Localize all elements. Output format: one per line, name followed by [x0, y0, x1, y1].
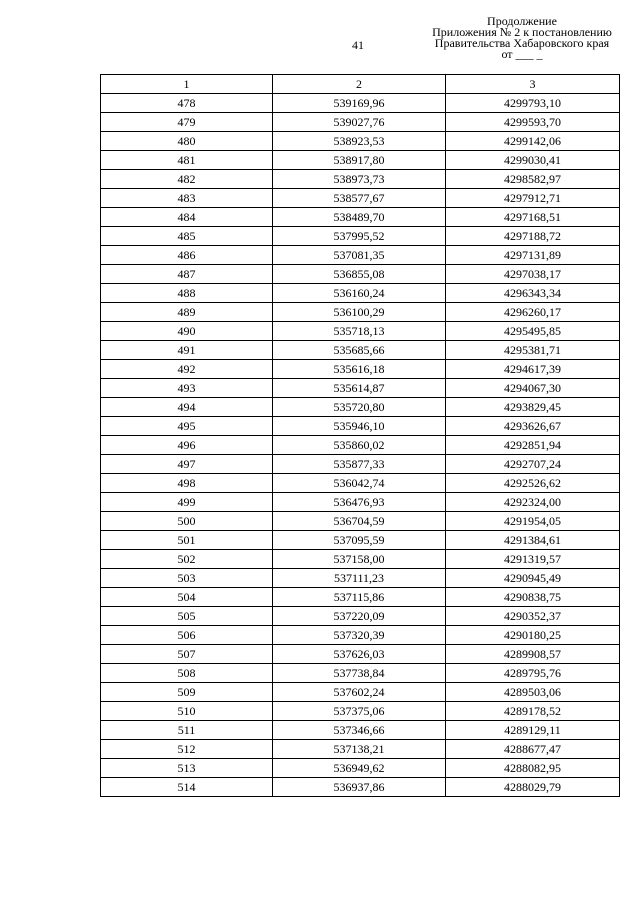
x-coordinate-cell: 537346,66	[273, 721, 446, 740]
x-coordinate-cell: 535614,87	[273, 379, 446, 398]
point-number-cell: 511	[101, 721, 273, 740]
point-number-cell: 508	[101, 664, 273, 683]
point-number-cell: 479	[101, 113, 273, 132]
x-coordinate-cell: 537602,24	[273, 683, 446, 702]
table-row	[101, 265, 620, 284]
point-number-cell: 487	[101, 265, 273, 284]
x-coordinate-cell: 535616,18	[273, 360, 446, 379]
point-number-cell: 494	[101, 398, 273, 417]
y-coordinate-cell: 4293829,45	[446, 398, 620, 417]
y-coordinate-cell: 4290352,37	[446, 607, 620, 626]
coordinates-table	[100, 74, 620, 797]
y-coordinate-cell: 4288029,79	[446, 778, 620, 797]
table-row	[101, 721, 620, 740]
column-header-2: 2	[273, 75, 446, 94]
point-number-cell: 513	[101, 759, 273, 778]
y-coordinate-cell: 4291384,61	[446, 531, 620, 550]
y-coordinate-cell: 4289129,11	[446, 721, 620, 740]
point-number-cell: 502	[101, 550, 273, 569]
point-number-cell: 497	[101, 455, 273, 474]
y-coordinate-cell: 4299142,06	[446, 132, 620, 151]
point-number-cell: 501	[101, 531, 273, 550]
point-number-cell: 492	[101, 360, 273, 379]
point-number-cell: 498	[101, 474, 273, 493]
y-coordinate-cell: 4292324,00	[446, 493, 620, 512]
point-number-cell: 486	[101, 246, 273, 265]
table-row	[101, 341, 620, 360]
table-row	[101, 550, 620, 569]
table-row	[101, 360, 620, 379]
x-coordinate-cell: 538577,67	[273, 189, 446, 208]
y-coordinate-cell: 4290945,49	[446, 569, 620, 588]
header-date: от ___ _	[501, 47, 543, 61]
header-appendix: Приложения № 2 к постановлению	[432, 25, 612, 39]
point-number-cell: 488	[101, 284, 273, 303]
y-coordinate-cell: 4289908,57	[446, 645, 620, 664]
point-number-cell: 491	[101, 341, 273, 360]
point-number-cell: 483	[101, 189, 273, 208]
y-coordinate-cell: 4294067,30	[446, 379, 620, 398]
table-row	[101, 778, 620, 797]
x-coordinate-cell: 536042,74	[273, 474, 446, 493]
point-number-cell: 510	[101, 702, 273, 721]
table-row	[101, 417, 620, 436]
point-number-cell: 481	[101, 151, 273, 170]
y-coordinate-cell: 4289503,06	[446, 683, 620, 702]
y-coordinate-cell: 4291319,57	[446, 550, 620, 569]
table-row	[101, 740, 620, 759]
x-coordinate-cell: 536704,59	[273, 512, 446, 531]
point-number-cell: 514	[101, 778, 273, 797]
point-number-cell: 480	[101, 132, 273, 151]
table-header-row	[101, 75, 620, 94]
point-number-cell: 478	[101, 94, 273, 113]
point-number-cell: 507	[101, 645, 273, 664]
x-coordinate-cell: 537095,59	[273, 531, 446, 550]
table-row	[101, 512, 620, 531]
table-row	[101, 436, 620, 455]
x-coordinate-cell: 536937,86	[273, 778, 446, 797]
y-coordinate-cell: 4299030,41	[446, 151, 620, 170]
table-row	[101, 284, 620, 303]
point-number-cell: 504	[101, 588, 273, 607]
table-row	[101, 113, 620, 132]
table-row	[101, 664, 620, 683]
x-coordinate-cell: 539027,76	[273, 113, 446, 132]
x-coordinate-cell: 537375,06	[273, 702, 446, 721]
x-coordinate-cell: 536855,08	[273, 265, 446, 284]
y-coordinate-cell: 4297038,17	[446, 265, 620, 284]
y-coordinate-cell: 4290838,75	[446, 588, 620, 607]
point-number-cell: 482	[101, 170, 273, 189]
y-coordinate-cell: 4293626,67	[446, 417, 620, 436]
table-row	[101, 607, 620, 626]
table-row	[101, 626, 620, 645]
x-coordinate-cell: 537111,23	[273, 569, 446, 588]
x-coordinate-cell: 536160,24	[273, 284, 446, 303]
x-coordinate-cell: 537081,35	[273, 246, 446, 265]
x-coordinate-cell: 538917,80	[273, 151, 446, 170]
y-coordinate-cell: 4297168,51	[446, 208, 620, 227]
x-coordinate-cell: 537626,03	[273, 645, 446, 664]
y-coordinate-cell: 4298582,97	[446, 170, 620, 189]
point-number-cell: 484	[101, 208, 273, 227]
table-row	[101, 246, 620, 265]
table-row	[101, 151, 620, 170]
x-coordinate-cell: 538973,73	[273, 170, 446, 189]
table-body	[101, 94, 620, 797]
x-coordinate-cell: 538923,53	[273, 132, 446, 151]
x-coordinate-cell: 536476,93	[273, 493, 446, 512]
table-row	[101, 94, 620, 113]
point-number-cell: 495	[101, 417, 273, 436]
table-row	[101, 132, 620, 151]
table-row	[101, 645, 620, 664]
table-row	[101, 189, 620, 208]
point-number-cell: 496	[101, 436, 273, 455]
point-number-cell: 493	[101, 379, 273, 398]
header-continuation: Продолжение	[487, 14, 557, 28]
x-coordinate-cell: 539169,96	[273, 94, 446, 113]
y-coordinate-cell: 4291954,05	[446, 512, 620, 531]
x-coordinate-cell: 535860,02	[273, 436, 446, 455]
x-coordinate-cell: 537220,09	[273, 607, 446, 626]
table-row	[101, 588, 620, 607]
point-number-cell: 499	[101, 493, 273, 512]
y-coordinate-cell: 4297188,72	[446, 227, 620, 246]
table-row	[101, 759, 620, 778]
table-row	[101, 702, 620, 721]
y-coordinate-cell: 4289178,52	[446, 702, 620, 721]
table-row	[101, 379, 620, 398]
x-coordinate-cell: 537738,84	[273, 664, 446, 683]
x-coordinate-cell: 537115,86	[273, 588, 446, 607]
table-row	[101, 531, 620, 550]
x-coordinate-cell: 537995,52	[273, 227, 446, 246]
table-row	[101, 569, 620, 588]
table-row	[101, 493, 620, 512]
x-coordinate-cell: 536949,62	[273, 759, 446, 778]
point-number-cell: 503	[101, 569, 273, 588]
point-number-cell: 489	[101, 303, 273, 322]
page-number: 41	[352, 38, 364, 52]
header-government: Правительства Хабаровского края	[434, 36, 610, 50]
column-header-3: 3	[446, 75, 620, 94]
y-coordinate-cell: 4295381,71	[446, 341, 620, 360]
y-coordinate-cell: 4297912,71	[446, 189, 620, 208]
y-coordinate-cell: 4290180,25	[446, 626, 620, 645]
table-row	[101, 398, 620, 417]
table-row	[101, 208, 620, 227]
point-number-cell: 500	[101, 512, 273, 531]
x-coordinate-cell: 535685,66	[273, 341, 446, 360]
table-row	[101, 683, 620, 702]
point-number-cell: 509	[101, 683, 273, 702]
x-coordinate-cell: 537158,00	[273, 550, 446, 569]
column-header-1: 1	[101, 75, 273, 94]
point-number-cell: 506	[101, 626, 273, 645]
x-coordinate-cell: 537138,21	[273, 740, 446, 759]
document-header	[420, 16, 624, 60]
y-coordinate-cell: 4288082,95	[446, 759, 620, 778]
point-number-cell: 485	[101, 227, 273, 246]
y-coordinate-cell: 4295495,85	[446, 322, 620, 341]
table-row	[101, 303, 620, 322]
y-coordinate-cell: 4292707,24	[446, 455, 620, 474]
x-coordinate-cell: 537320,39	[273, 626, 446, 645]
table-row	[101, 227, 620, 246]
point-number-cell: 512	[101, 740, 273, 759]
table-row	[101, 322, 620, 341]
y-coordinate-cell: 4299593,70	[446, 113, 620, 132]
y-coordinate-cell: 4294617,39	[446, 360, 620, 379]
y-coordinate-cell: 4296343,34	[446, 284, 620, 303]
x-coordinate-cell: 535877,33	[273, 455, 446, 474]
x-coordinate-cell: 536100,29	[273, 303, 446, 322]
table-row	[101, 170, 620, 189]
y-coordinate-cell: 4299793,10	[446, 94, 620, 113]
y-coordinate-cell: 4296260,17	[446, 303, 620, 322]
x-coordinate-cell: 535718,13	[273, 322, 446, 341]
x-coordinate-cell: 535720,80	[273, 398, 446, 417]
table-row	[101, 474, 620, 493]
x-coordinate-cell: 535946,10	[273, 417, 446, 436]
y-coordinate-cell: 4289795,76	[446, 664, 620, 683]
y-coordinate-cell: 4297131,89	[446, 246, 620, 265]
x-coordinate-cell: 538489,70	[273, 208, 446, 227]
y-coordinate-cell: 4292526,62	[446, 474, 620, 493]
point-number-cell: 505	[101, 607, 273, 626]
y-coordinate-cell: 4288677,47	[446, 740, 620, 759]
table-row	[101, 455, 620, 474]
y-coordinate-cell: 4292851,94	[446, 436, 620, 455]
point-number-cell: 490	[101, 322, 273, 341]
